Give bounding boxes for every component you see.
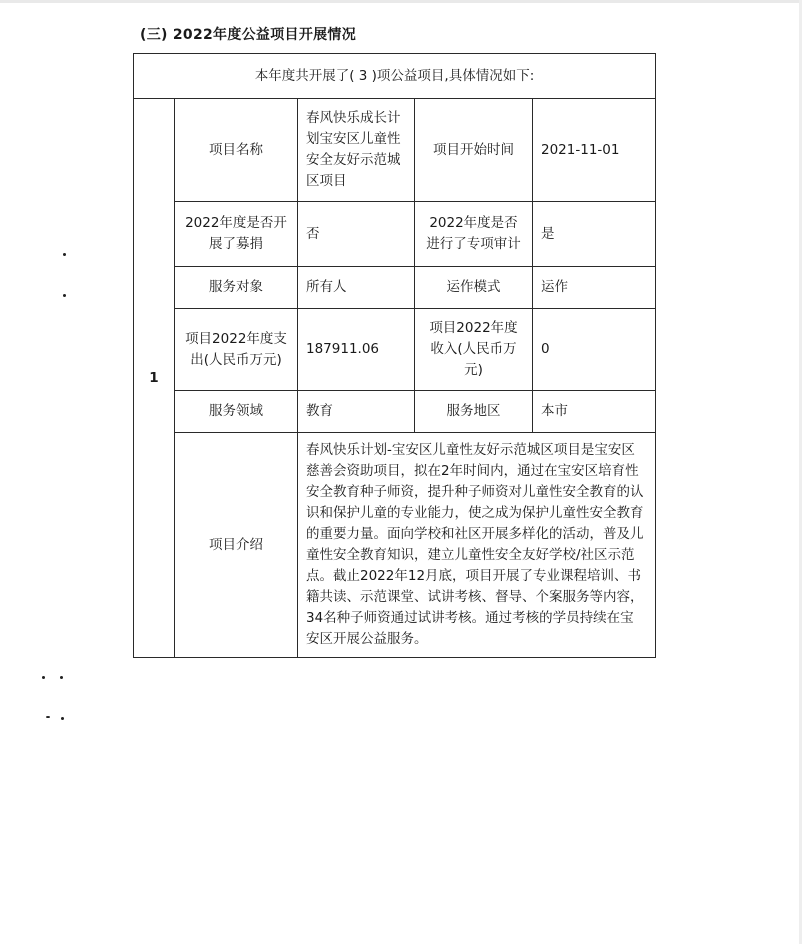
- cell-label-service-field: 服务领域: [175, 391, 298, 433]
- cell-value-project-name: 春风快乐成长计划宝安区儿童性安全友好示范城区项目: [298, 99, 415, 202]
- scan-speck: [46, 716, 50, 718]
- cell-label-fundraising: 2022年度是否开展了募捐: [175, 202, 298, 267]
- cell-value-income: 0: [533, 309, 656, 391]
- scan-speck: [61, 717, 64, 720]
- cell-label-start-date: 项目开始时间: [415, 99, 533, 202]
- cell-value-expenditure: 187911.06: [298, 309, 415, 391]
- scan-speck: [42, 676, 45, 679]
- table-header: 本年度共开展了( 3 )项公益项目,具体情况如下:: [134, 54, 656, 99]
- cell-label-operation-mode: 运作模式: [415, 267, 533, 309]
- cell-value-audit: 是: [533, 202, 656, 267]
- table-row: [134, 433, 656, 658]
- table-header-row: [134, 54, 656, 99]
- scan-speck: [63, 253, 66, 256]
- cell-label-income: 项目2022年度收入(人民币万元): [415, 309, 533, 391]
- cell-value-intro: 春风快乐计划-宝安区儿童性友好示范城区项目是宝安区慈善会资助项目，拟在2年时间内，通过在宝安区培育性安全教育种子师资，提升种子师资对儿童性安全教育的认识和保护儿童的专业能力，使之成为保护儿童性安全教育的重要力量。面向学校和社区开展多样化的活动，普及儿童性安全教育知识，建立儿童性安全友好学校/社区示范点。截止2022年12月底，项目开展了专业课程培训、书籍共读、示范课堂、试讲考核、督导、个案服务等内容，34名种子师资通过试讲考核。通过考核的学员持续在宝安区开展公益服务。: [298, 433, 656, 658]
- cell-label-expenditure: 项目2022年度支出(人民币万元): [175, 309, 298, 391]
- project-index: 1: [134, 99, 175, 658]
- scan-speck: [63, 294, 66, 297]
- cell-value-operation-mode: 运作: [533, 267, 656, 309]
- table-row: [134, 202, 656, 267]
- cell-value-service-field: 教育: [298, 391, 415, 433]
- scan-speck: [60, 676, 63, 679]
- cell-label-project-name: 项目名称: [175, 99, 298, 202]
- table-row: [134, 99, 656, 202]
- cell-label-intro: 项目介绍: [175, 433, 298, 658]
- project-info-table: [133, 53, 656, 658]
- table-row: [134, 391, 656, 433]
- page-top-edge: [0, 0, 802, 3]
- cell-label-service-target: 服务对象: [175, 267, 298, 309]
- section-title: (三) 2022年度公益项目开展情况: [140, 27, 357, 43]
- cell-value-service-target: 所有人: [298, 267, 415, 309]
- table-row: [134, 309, 656, 391]
- cell-value-start-date: 2021-11-01: [533, 99, 656, 202]
- table-row: [134, 267, 656, 309]
- cell-label-service-area: 服务地区: [415, 391, 533, 433]
- cell-label-audit: 2022年度是否进行了专项审计: [415, 202, 533, 267]
- cell-value-fundraising: 否: [298, 202, 415, 267]
- cell-value-service-area: 本市: [533, 391, 656, 433]
